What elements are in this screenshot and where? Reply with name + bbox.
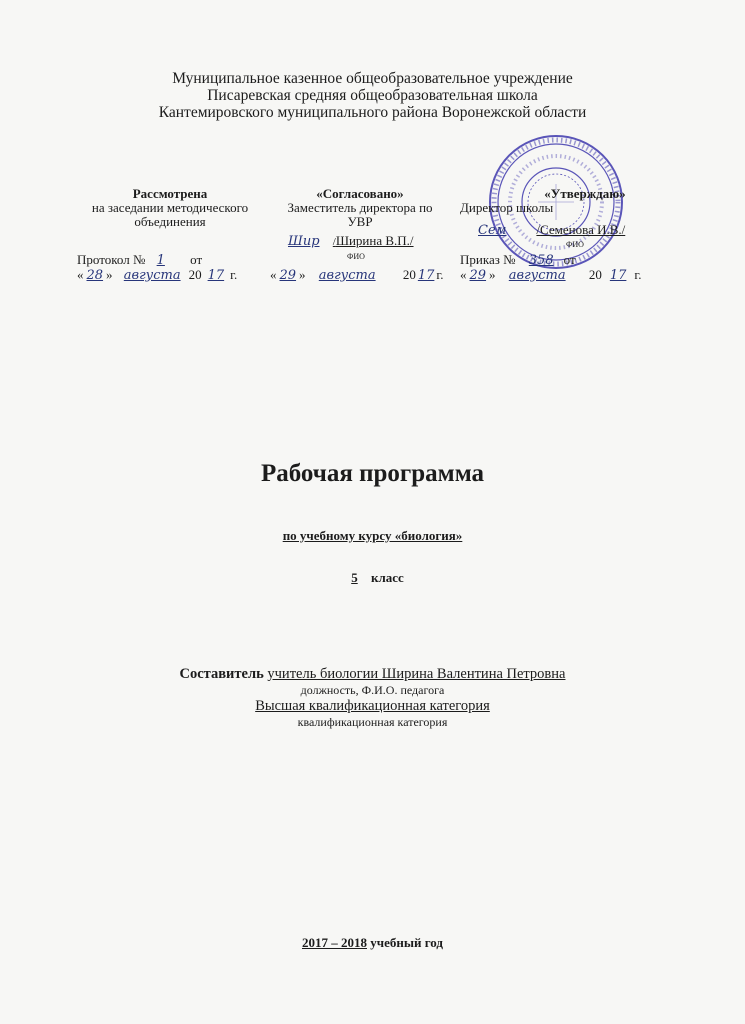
right-line-1: Директор школы (460, 200, 554, 215)
middle-year: 17 (417, 268, 435, 283)
right-fio-caption: ФИО (566, 240, 584, 249)
left-line-1: на заседании методического (91, 200, 249, 215)
middle-line-1: Заместитель директора по (287, 200, 433, 215)
right-year: 17 (609, 268, 627, 283)
middle-title: «Согласовано» (316, 186, 404, 201)
subject-line: по учебному курсу «биология» (282, 528, 463, 543)
year-range: 2017 – 2018 (301, 935, 367, 950)
middle-signature-name: Ширина В.П./ (335, 233, 414, 248)
approval-right-column (460, 187, 660, 215)
left-date-line: « 28 » августа 20 17 г. (77, 267, 238, 283)
middle-date-line: « 29 » августа 20 17 г. (270, 267, 444, 283)
header-line-2: Писаревская средняя общеобразовательная школа (207, 87, 538, 104)
grade-number: 5 (351, 570, 358, 585)
grade-label: класс (370, 570, 404, 585)
right-signature-line: Сем /Семенова И.В./ (460, 223, 625, 238)
middle-line-2: УВР (347, 214, 373, 229)
left-month: августа (123, 268, 181, 283)
left-protocol-number: 1 (156, 253, 165, 268)
middle-day: 29 (279, 268, 297, 283)
author-block (0, 666, 745, 730)
middle-month: августа (318, 268, 376, 283)
author-caption: должность, Ф.И.О. педагога (300, 683, 445, 697)
right-order-number: 358 (528, 253, 554, 268)
academic-year (0, 935, 745, 951)
middle-signature-icon: Шир (288, 234, 320, 249)
right-signature-icon: Сем (478, 223, 507, 238)
right-title: «Утверждаю» (544, 186, 626, 201)
left-year: 17 (207, 268, 225, 283)
middle-fio-caption: ФИО (347, 252, 365, 261)
approval-left-column (70, 187, 270, 229)
right-month: августа (508, 268, 566, 283)
year-label: учебный год (370, 935, 443, 950)
left-line-2: объединения (134, 214, 206, 229)
right-day: 29 (469, 268, 487, 283)
right-order-line: Приказ № 358 от (460, 252, 576, 268)
left-protocol-line: Протокол № 1 от (77, 252, 203, 268)
author-category: Высшая квалификационная категория (255, 698, 490, 714)
middle-signature-line: Шир /Ширина В.П./ (278, 234, 414, 249)
right-date-line: « 29 » августа 20 17 г. (460, 267, 642, 283)
school-header (0, 70, 745, 121)
header-line-1: Муниципальное казенное общеобразовательное учреждение (172, 70, 573, 87)
grade-line (0, 570, 745, 586)
author-value: учитель биологии Ширина Валентина Петровна (267, 666, 566, 682)
left-day: 28 (86, 268, 104, 283)
left-title: Рассмотрена (132, 186, 208, 201)
header-line-3: Кантемировского муниципального района Воронежской области (158, 104, 587, 121)
approval-middle-column (270, 187, 450, 229)
document-title: Рабочая программа (260, 460, 485, 487)
author-category-caption: квалификационная категория (297, 715, 448, 729)
right-signature-name: Семенова И.В./ (540, 222, 626, 237)
author-label: Составитель (179, 666, 264, 682)
